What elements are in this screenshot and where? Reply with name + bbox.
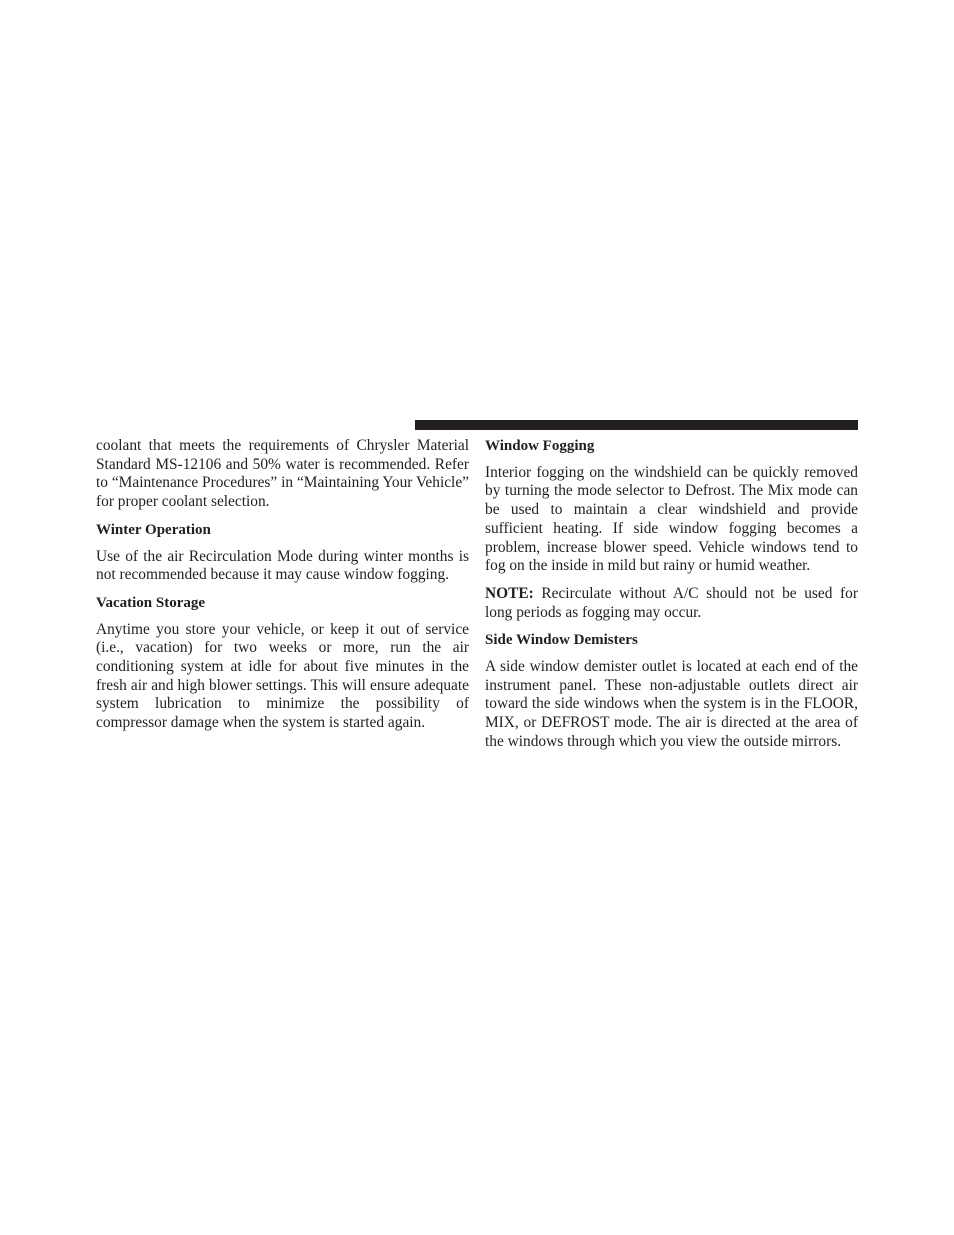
- window-fogging-heading: Window Fogging: [485, 438, 595, 454]
- window-fogging-body: Interior fogging on the windshield can be quickly removed by turning the mode selector to Defrost. The Mix mode can be used to maintain a clear windshield and provide sufficient heating. If side window fogging becomes a problem, increase blower speed. Vehicle windows tend to fog on the inside in mild but rainy or humid weather.: [485, 463, 858, 575]
- section-header-bar: [415, 420, 858, 430]
- note-label: NOTE:: [485, 584, 534, 602]
- winter-operation-heading: Winter Operation: [96, 521, 211, 538]
- note-text: Recirculate without A/C should not be used for long periods as fogging may occur.: [485, 584, 858, 621]
- side-window-demisters-heading: Side Window Demisters: [485, 632, 638, 649]
- side-window-demisters-body: A side window demister outlet is located at each end of the instrument panel. These non-adjustable outlets direct air toward the side windows when the system is in the FLOOR, MIX, or DEFROST mode. The air is directed at the area of the windows through which you view the outside mirrors.: [485, 658, 858, 750]
- left-column: [96, 437, 469, 733]
- vacation-storage-body: Anytime you store your vehicle, or keep it out of service (i.e., vacation) for two weeks or more, run the air conditioning system at idle for about five minutes in the fresh air and high blower settings. This will ensure adequate system lubrication to minimize the possibility of compressor damage when the system is started again.: [96, 620, 469, 732]
- intro-paragraph: coolant that meets the requirements of Chrysler Material Standard MS-12106 and 50% water is recommended. Refer to “Maintenance Procedures” in “Maintaining Your Vehicle” for proper coolant selection.: [96, 437, 469, 511]
- vacation-storage-heading: Vacation Storage: [96, 594, 206, 611]
- note-paragraph: [485, 585, 858, 622]
- winter-operation-body: Use of the air Recirculation Mode during winter months is not recommended because it may cause window fogging.: [96, 547, 469, 584]
- right-column: [485, 437, 858, 752]
